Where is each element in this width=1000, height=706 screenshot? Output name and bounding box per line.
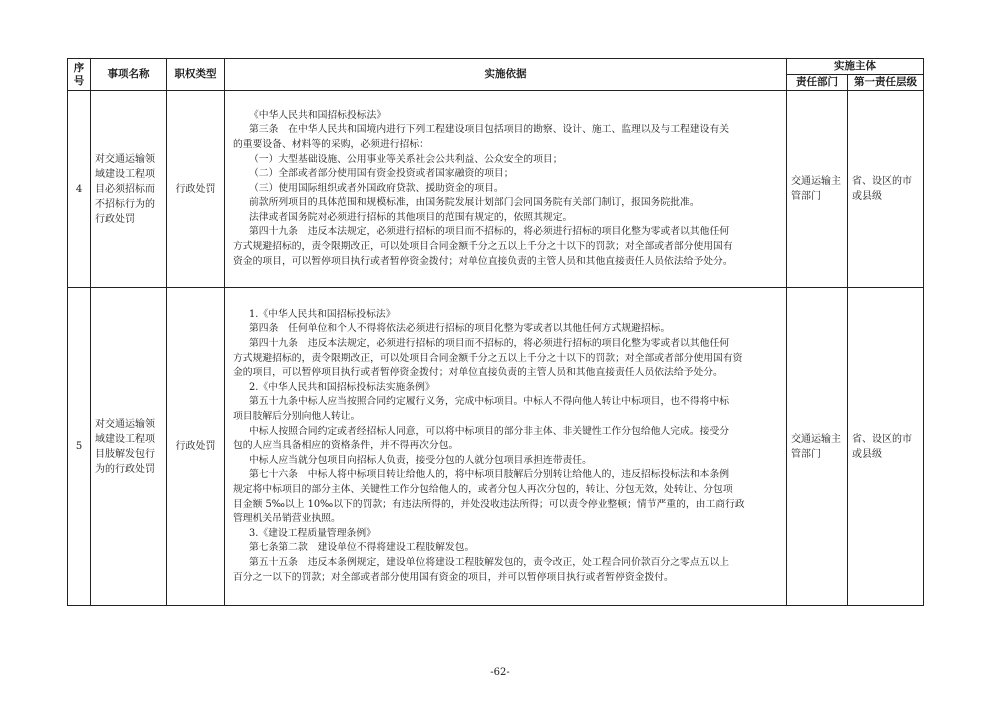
row-basis	[225, 288, 787, 606]
row-level: 省、设区的市或县级	[848, 288, 924, 606]
basis-line: 金的项目，可以暂停项目执行或者暂停资金拨付；对单位直接负责的主管人员和其他直接责任人员依法给予处分。	[233, 367, 723, 379]
row-dept: 交通运输主管部门	[787, 91, 848, 288]
basis-line: 管理机关吊销营业执照。	[233, 513, 341, 525]
table-row	[68, 91, 924, 288]
basis-line: 目金额 5‰以上 10‰以下的罚款；有违法所得的，并处没收违法所得；可以责令停业整顿；情节严重的，由工商行政	[233, 498, 745, 510]
basis-line: 第七条第二款 建设单位不得将建设工程肢解发包。	[249, 542, 475, 554]
header-seq: 序号	[68, 59, 91, 91]
basis-line: 第四条 任何单位和个人不得将依法必须进行招标的项目化整为零或者以其他任何方式规避招标。	[249, 323, 671, 335]
basis-line: （三）使用国际组织或者外国政府贷款、援助资金的项目。	[249, 182, 504, 194]
row-item-name: 对交通运输领域建设工程项目肢解发包行为的行政处罚	[91, 288, 167, 606]
basis-line: 第五十九条中标人应当按照合同约定履行义务，完成中标项目。中标人不得向他人转让中标项目，也不得将中标	[249, 396, 730, 408]
basis-line: 的重要设备、材料等的采购，必须进行招标：	[233, 138, 429, 150]
basis-line: 中标人按照合同约定或者经招标人同意，可以将中标项目的部分非主体、非关键性工作分包给他人完成。接受分	[249, 425, 730, 437]
basis-line: 中标人应当就分包项目向招标人负责，接受分包的人就分包项目承担连带责任。	[249, 454, 592, 466]
enforcement-table	[67, 58, 924, 606]
header-level: 第一责任层级	[848, 75, 924, 91]
row-power-type: 行政处罚	[167, 288, 225, 606]
basis-line: 百分之一以下的罚款；对全部或者部分使用国有资金的项目，并可以暂停项目执行或者暂停资金拨付。	[233, 571, 674, 583]
basis-line: 《中华人民共和国招标投标法》	[249, 109, 387, 121]
basis-line: 1.《中华人民共和国招标投标法》	[249, 308, 396, 320]
basis-line: （一）大型基础设施、公用事业等关系社会公共利益、公众安全的项目；	[249, 153, 563, 165]
basis-line: 第三条 在中华人民共和国境内进行下列工程建设项目包括项目的勘察、设计、施工、监理以及与工程建设有关	[249, 124, 730, 136]
page-number: -62-	[490, 667, 510, 678]
basis-line: 方式规避招标的，责令限期改正，可以处项目合同金额千分之五以上千分之十以下的罚款；对全部或者部分使用国有资	[233, 352, 743, 364]
basis-line: 第四十九条 违反本法规定，必须进行招标的项目而不招标的，将必须进行招标的项目化整为零或者以其他任何	[249, 226, 730, 238]
basis-line: （二）全部或者部分使用国有资金投资或者国家融资的项目；	[249, 168, 514, 180]
basis-line: 前款所列项目的具体范围和规模标准，由国务院发展计划部门会同国务院有关部门制订，报国务院批准。	[249, 197, 700, 209]
basis-line: 资金的项目，可以暂停项目执行或者暂停资金拨付；对单位直接负责的主管人员和其他直接责任人员依法给予处分。	[233, 255, 733, 267]
header-name: 事项名称	[91, 59, 167, 91]
row-power-type: 行政处罚	[167, 91, 225, 288]
basis-line: 3.《建设工程质量管理条例》	[249, 527, 376, 539]
basis-line: 包的人应当具备相应的资格条件，并不得再次分包。	[233, 440, 459, 452]
header-type: 职权类型	[167, 59, 225, 91]
basis-line: 项目肢解后分别向他人转让。	[233, 411, 361, 423]
row-seq: 5	[68, 288, 91, 606]
basis-line: 第五十五条 违反本条例规定，建设单位将建设工程肢解发包的，责令改正，处工程合同价款百分之零点五以上	[249, 556, 730, 568]
row-level: 省、设区的市或县级	[848, 91, 924, 288]
row-basis	[225, 91, 787, 288]
header-subject: 实施主体	[787, 59, 924, 75]
table-row	[68, 288, 924, 606]
header-dept: 责任部门	[787, 75, 848, 91]
basis-line: 规定将中标项目的部分主体、关键性工作分包给他人的，或者分包人再次分包的，转让、分包无效，处转让、分包项	[233, 483, 733, 495]
basis-line: 2.《中华人民共和国招标投标法实施条例》	[249, 381, 435, 393]
basis-line: 第四十九条 违反本法规定，必须进行招标的项目而不招标的，将必须进行招标的项目化整为零或者以其他任何	[249, 338, 730, 350]
header-basis: 实施依据	[225, 59, 787, 91]
row-dept: 交通运输主管部门	[787, 288, 848, 606]
row-seq: 4	[68, 91, 91, 288]
basis-line: 法律或者国务院对必须进行招标的其他项目的范围有规定的，依照其规定。	[249, 211, 573, 223]
row-item-name: 对交通运输领域建设工程项目必须招标而不招标行为的行政处罚	[91, 91, 167, 288]
basis-line: 第七十六条 中标人将中标项目转让给他人的，将中标项目肢解后分别转让给他人的，违反招标投标法和本条例	[249, 469, 730, 481]
basis-line: 方式规避招标的，责令限期改正，可以处项目合同金额千分之五以上千分之十以下的罚款；对全部或者部分使用国有	[233, 241, 733, 253]
